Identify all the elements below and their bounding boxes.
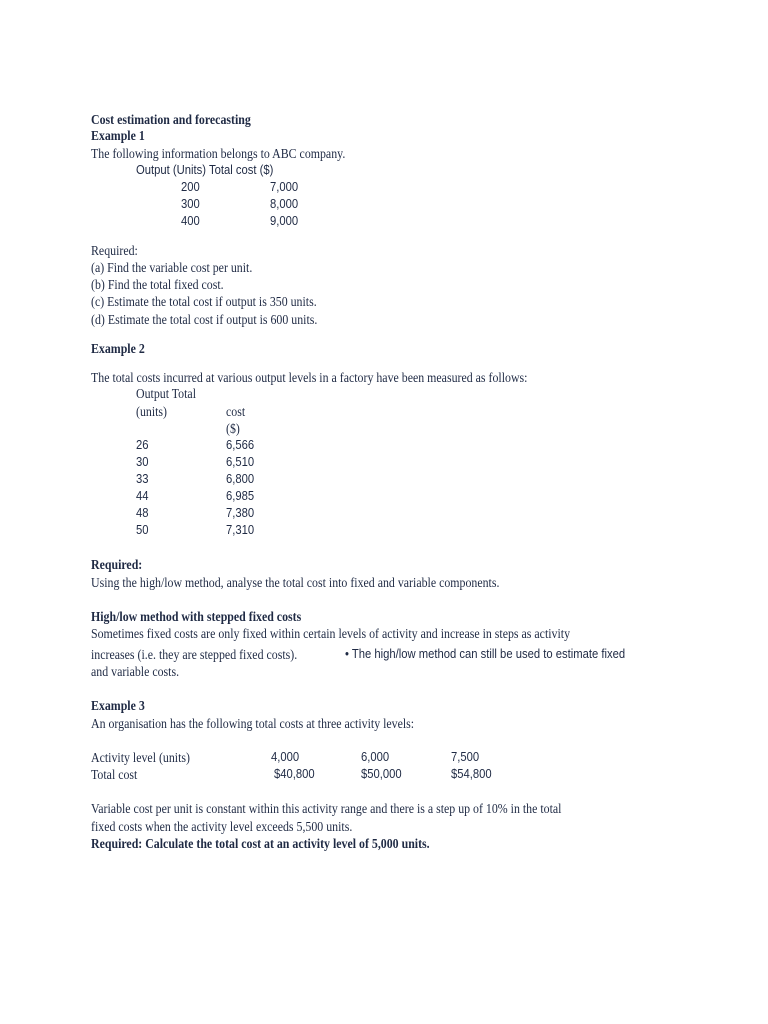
example-2-cost-cell: 6,800	[226, 472, 255, 486]
total-cost-value: $50,000	[361, 767, 402, 781]
example-2-output-cell: 48	[136, 506, 149, 520]
example-1-intro: The following information belongs to ABC company.	[91, 146, 346, 161]
example-2-cost-header: cost	[226, 404, 246, 419]
activity-level-value: 7,500	[451, 750, 480, 764]
example-2-output-cell: 33	[136, 472, 149, 486]
example-3-heading: Example 3	[91, 698, 145, 713]
example-2-output-cell: 30	[136, 455, 149, 469]
activity-level-value: 6,000	[361, 750, 390, 764]
example-2-cost-cell: 7,310	[226, 523, 255, 537]
example-1-cost-cell: 7,000	[270, 180, 299, 194]
example-2-intro: The total costs incurred at various output levels in a factory have been measured as follows:	[91, 370, 528, 385]
example-2-heading: Example 2	[91, 341, 145, 356]
stepped-costs-text: increases (i.e. they are stepped fixed costs).	[91, 647, 298, 662]
total-cost-value: $40,800	[274, 767, 315, 781]
example-1-cost-cell: 9,000	[270, 214, 299, 228]
example-2-cost-cell: 6,566	[226, 438, 255, 452]
example-2-output-cell: 44	[136, 489, 149, 503]
example-1-output-cell: 200	[181, 180, 200, 194]
example-2-currency-header: ($)	[226, 421, 240, 436]
activity-level-value: 4,000	[271, 750, 300, 764]
stepped-costs-bullet-text: • The high/low method can still be used to estimate fixed	[345, 647, 626, 661]
example-3-required: Required: Calculate the total cost at an activity level of 5,000 units.	[91, 836, 430, 851]
example-1-table-header: Output (Units) Total cost ($)	[136, 163, 274, 177]
example-1-question: (b) Find the total fixed cost.	[91, 277, 224, 292]
example-2-cost-cell: 6,510	[226, 455, 255, 469]
example-1-required-label: Required:	[91, 243, 138, 258]
example-1-question: (c) Estimate the total cost if output is 350 units.	[91, 294, 317, 309]
example-2-cost-cell: 6,985	[226, 489, 255, 503]
example-1-question: (a) Find the variable cost per unit.	[91, 260, 253, 275]
total-cost-label: Total cost	[91, 767, 138, 782]
example-2-units-header: (units)	[136, 404, 168, 419]
example-2-required-label: Required:	[91, 557, 143, 572]
total-cost-value: $54,800	[451, 767, 492, 781]
stepped-costs-text: and variable costs.	[91, 664, 180, 679]
stepped-costs-heading: High/low method with stepped fixed costs	[91, 609, 302, 624]
example-1-output-cell: 400	[181, 214, 200, 228]
activity-level-label: Activity level (units)	[91, 750, 190, 765]
example-1-cost-cell: 8,000	[270, 197, 299, 211]
example-1-question: (d) Estimate the total cost if output is 600 units.	[91, 312, 318, 327]
document-title: Cost estimation and forecasting	[91, 112, 251, 127]
example-2-cost-cell: 7,380	[226, 506, 255, 520]
example-2-output-cell: 26	[136, 438, 149, 452]
example-3-note: Variable cost per unit is constant within this activity range and there is a step up of 10% in the total	[91, 801, 562, 816]
example-2-output-cell: 50	[136, 523, 149, 537]
example-1-heading: Example 1	[91, 128, 145, 143]
example-2-header-line: Output Total	[136, 386, 197, 401]
stepped-costs-text: Sometimes fixed costs are only fixed within certain levels of activity and increase in steps as activity	[91, 626, 571, 641]
example-3-intro: An organisation has the following total costs at three activity levels:	[91, 716, 415, 731]
example-2-required-text: Using the high/low method, analyse the total cost into fixed and variable components.	[91, 575, 500, 590]
example-3-note: fixed costs when the activity level exceeds 5,500 units.	[91, 819, 353, 834]
example-1-output-cell: 300	[181, 197, 200, 211]
